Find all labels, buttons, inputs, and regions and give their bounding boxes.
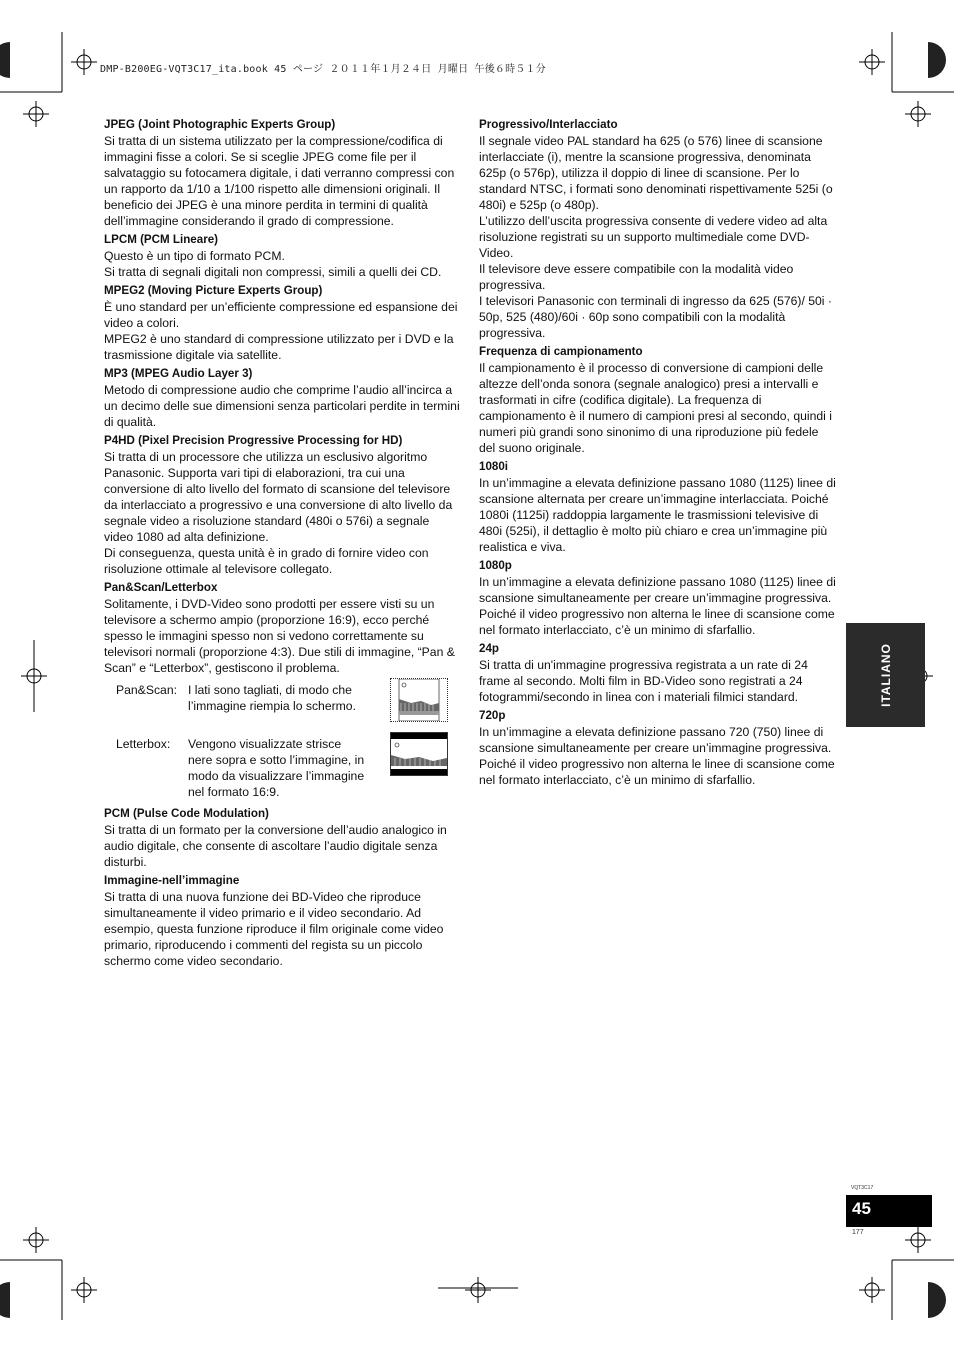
left-column bbox=[104, 117, 460, 969]
document-code: VQT3C17 bbox=[851, 1185, 874, 1191]
example-label-letterbox: Letterbox: bbox=[116, 737, 171, 751]
term-sampling-frequency: Frequenza di campionamento bbox=[479, 345, 643, 358]
definition-lpcm-2: Si tratta di segnali digitali non compressi, simili a quelli dei CD. bbox=[104, 265, 442, 279]
page-number-box bbox=[846, 1195, 932, 1227]
term-24p: 24p bbox=[479, 642, 499, 655]
definition-panscan-letterbox: Solitamente, i DVD-Video sono prodotti per essere visti su un televisore a schermo ampio (proporzione 16:9), ecco perché spesso le immagini spesso non si vedono correttamente su televisori normali (proporzione 4:3). Due stili di immagine, “Pan & Scan” e “Letterbox”, gestiscono il problema. bbox=[104, 597, 455, 675]
definition-progressive-4: I televisori Panasonic con terminali di ingresso da 625 (576)/ 50i · 50p, 525 (480)/60i · 60p sono compatibili con la modalità progressiva. bbox=[479, 294, 832, 340]
letterbox-illustration bbox=[390, 732, 448, 776]
definition-jpeg: Si tratta di un sistema utilizzato per la compressione/codifica di immagini fisse a colori. Se si sceglie JPEG come file per il salvataggio su fotocamera digitale, i dati verranno compressi con un rapporto da 1/10 a 1/100 rispetto alle dimensioni originali. Il beneficio dei JPEG è una minore perdita in termini di qualità dell’immagine considerando il grado di compressione. bbox=[104, 134, 455, 228]
definition-mp3: Metodo di compressione audio che comprime l’audio all’incirca a un decimo delle sue dimensioni senza particolari perdite in termini di qualità. bbox=[104, 383, 460, 429]
term-pcm: PCM (Pulse Code Modulation) bbox=[104, 807, 269, 820]
right-column bbox=[479, 117, 837, 788]
example-panscan bbox=[104, 682, 460, 730]
term-panscan-letterbox: Pan&Scan/Letterbox bbox=[104, 581, 218, 594]
definition-progressive-2: L’utilizzo dell’uscita progressiva consente di vedere video ad alta risoluzione registrati su un supporto multimediale come DVD-Video. bbox=[479, 214, 828, 260]
term-720p: 720p bbox=[479, 709, 506, 722]
page-number: 45 bbox=[852, 1199, 871, 1218]
term-progressive-interlaced: Progressivo/Interlacciato bbox=[479, 118, 618, 131]
definition-1080i: In un’immagine a elevata definizione passano 1080 (1125) linee di scansione alternata per creare un’immagine interlacciata. Poiché 1080i (1125i) raddoppia largamente le trasmissioni televisive di 480i (525i), il dettaglio è molto più chiaro e crea un’immagine più realistica e viva. bbox=[479, 476, 836, 554]
term-mp3: MP3 (MPEG Audio Layer 3) bbox=[104, 367, 253, 380]
language-tab-label: ITALIANO bbox=[878, 643, 893, 707]
panscan-illustration bbox=[390, 678, 448, 722]
term-1080i: 1080i bbox=[479, 460, 509, 473]
file-header: DMP-B200EG-VQT3C17_ita.book 45 ページ ２０１１年１月２４日 月曜日 午後６時５１分 bbox=[100, 64, 546, 75]
example-text-panscan: I lati sono tagliati, di modo che l’immagine riempia lo schermo. bbox=[188, 683, 356, 713]
definition-720p: In un’immagine a elevata definizione passano 720 (750) linee di scansione simultaneamente per creare un’immagine progressiva. Poiché il video progressivo non alterna le linee di scansione come nel formato interlacciato, c’è un minimo di sfarfallio. bbox=[479, 725, 835, 787]
term-picture-in-picture: Immagine-nell’immagine bbox=[104, 874, 240, 887]
term-p4hd: P4HD (Pixel Precision Progressive Processing for HD) bbox=[104, 434, 403, 447]
definition-sampling-frequency: Il campionamento è il processo di conversione di campioni delle altezze dell’onda sonora (segnale analogico) presi a intervalli e trasformati in cifre (codifica digitale). La frequenza di campionamento è il numero di campioni presi al secondo, quindi i numeri più grandi sono sinonimo di una riproduzione più fedele del suono originale. bbox=[479, 361, 832, 455]
definition-picture-in-picture: Si tratta di una nuova funzione dei BD-Video che riproduce simultaneamente il video primario e il video secondario. Ad esempio, questa funzione riproduce il film originale come video primario, riproducendo i commenti del regista su un piccolo schermo come video secondario. bbox=[104, 890, 444, 968]
definition-1080p: In un’immagine a elevata definizione passano 1080 (1125) linee di scansione simultaneamente per creare un’immagine progressiva. Poiché il video progressivo non alterna le linee di scansione come nel formato interlacciato, c’è un minimo di sfarfallio. bbox=[479, 575, 836, 637]
example-letterbox bbox=[104, 736, 460, 802]
definition-lpcm-1: Questo è un tipo di formato PCM. bbox=[104, 249, 285, 263]
language-tab bbox=[846, 623, 925, 727]
definition-progressive-3: Il televisore deve essere compatibile con la modalità video progressiva. bbox=[479, 262, 794, 292]
term-jpeg: JPEG (Joint Photographic Experts Group) bbox=[104, 118, 336, 131]
page-sub-number: 177 bbox=[852, 1229, 864, 1236]
definition-progressive-1: Il segnale video PAL standard ha 625 (o 576) linee di scansione interlacciate (i), mentre la scansione progressiva, denominata 625p (o 576p), utilizza il doppio di linee di scansione. Per lo standard NTSC, i formati sono denominati rispettivamente 525i (o 480i) e 525p (o 480p). bbox=[479, 134, 833, 212]
term-lpcm: LPCM (PCM Lineare) bbox=[104, 233, 219, 246]
definition-mpeg2-2: MPEG2 è uno standard di compressione utilizzato per i DVD e la trasmissione digitale via satellite. bbox=[104, 332, 454, 362]
definition-pcm: Si tratta di un formato per la conversione dell’audio analogico in audio digitale, che consente di ascoltare l’audio digitale senza disturbi. bbox=[104, 823, 447, 869]
term-mpeg2: MPEG2 (Moving Picture Experts Group) bbox=[104, 284, 323, 297]
definition-mpeg2-1: È uno standard per un’efficiente compressione ed espansione dei video a colori. bbox=[104, 300, 458, 330]
definition-p4hd-1: Si tratta di un processore che utilizza un esclusivo algoritmo Panasonic. Supporta vari tipi di elaborazioni, tra cui una conversione di alto livello del formato di scansione del televisore da interlacciato a progressivo e una conversione di alto livello da segnale video a risoluzione standard (480i o 576i) a segnale video 1080 ad alta definizione. bbox=[104, 450, 453, 544]
definition-24p: Si tratta di un'immagine progressiva registrata a un rate di 24 frame al secondo. Molti film in BD-Video sono registrati a 24 fotogrammi/secondo in linea con i materiali filmici standard. bbox=[479, 658, 808, 704]
example-text-letterbox: Vengono visualizzate strisce nere sopra e sotto l’immagine, in modo da visualizzare l’immagine nel formato 16:9. bbox=[188, 737, 365, 799]
term-1080p: 1080p bbox=[479, 559, 512, 572]
definition-p4hd-2: Di conseguenza, questa unità è in grado di fornire video con risoluzione ottimale al televisore collegato. bbox=[104, 546, 429, 576]
example-label-panscan: Pan&Scan: bbox=[116, 683, 177, 697]
